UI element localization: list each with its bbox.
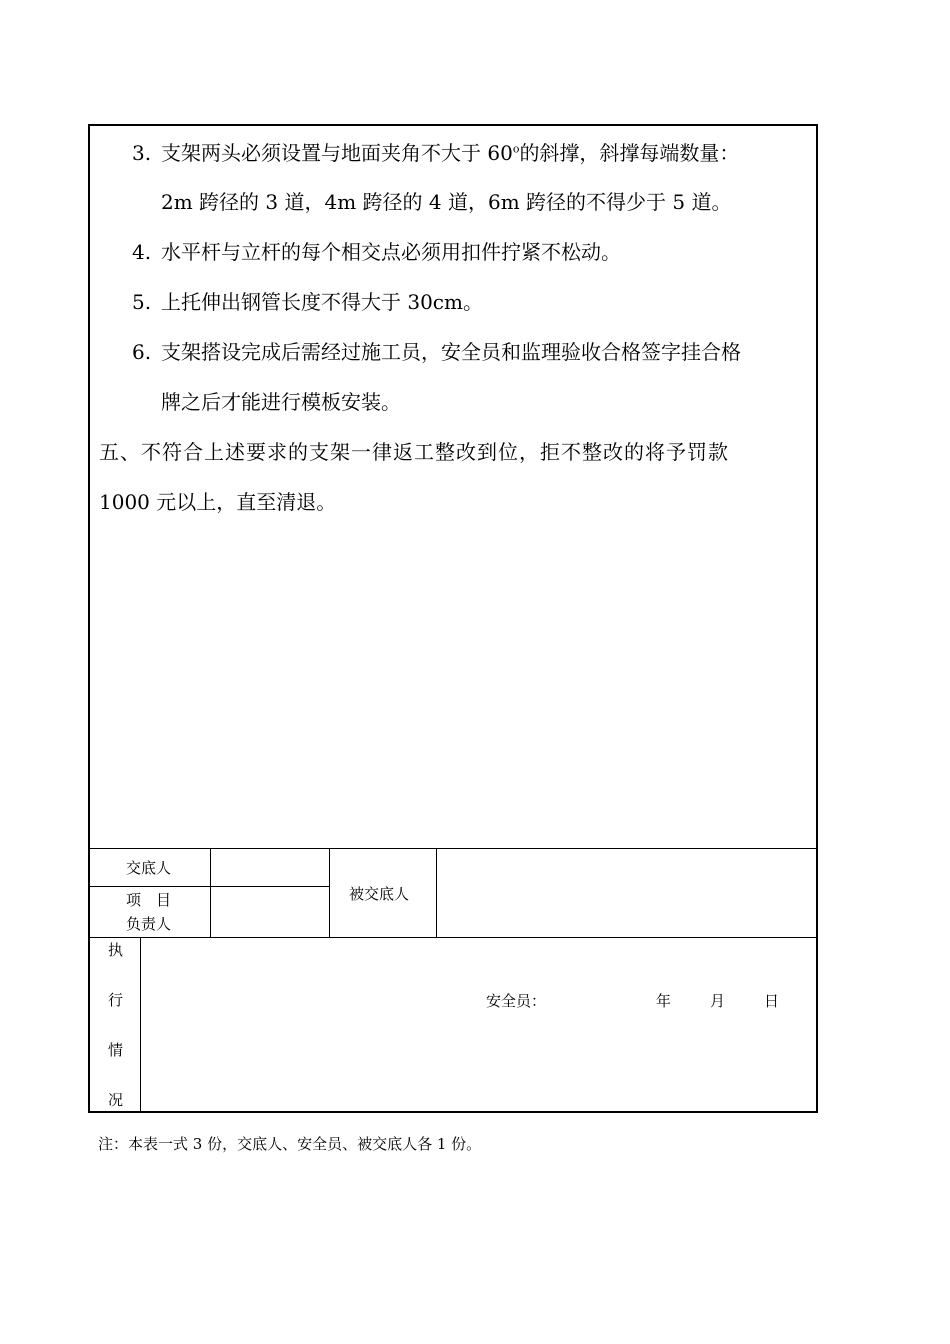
day-label: 日 — [764, 992, 780, 1010]
section-5-line-1: 五、不符合上述要求的支架一律返工整改到位，拒不整改的将予罚款 — [99, 440, 729, 464]
item-6 — [132, 340, 741, 364]
footnote: 注：本表一式 3 份，交底人、安全员、被交底人各 1 份。 — [98, 1135, 482, 1153]
divider-line — [90, 937, 816, 938]
content-area — [90, 126, 816, 848]
item-3 — [132, 141, 739, 165]
item-text: 支架两头必须设置与地面夹角不大于 60 — [161, 141, 513, 165]
degree-mark: o — [512, 142, 520, 156]
item-text: 上托伸出钢管长度不得大于 30cm。 — [161, 290, 483, 314]
item-number: 6. — [132, 340, 152, 364]
divider-line — [140, 937, 141, 1111]
item-4 — [132, 240, 621, 264]
execution-label-char: 况 — [108, 1091, 124, 1109]
divider-line — [436, 848, 437, 937]
item-number: 3. — [132, 141, 152, 165]
divider-line — [210, 848, 211, 937]
item-text: 支架搭设完成后需经过施工员，安全员和监理验收合格签字挂合格 — [161, 340, 741, 364]
project-manager-label-1: 项 目 — [126, 891, 172, 909]
safety-officer-label: 安全员： — [486, 992, 547, 1010]
item-3-continuation: 2m 跨径的 3 道，4m 跨径的 4 道，6m 跨径的不得少于 5 道。 — [161, 190, 732, 214]
discloser-label: 交底人 — [126, 859, 172, 877]
recipient-label: 被交底人 — [349, 885, 410, 903]
project-manager-label-2: 负责人 — [126, 915, 172, 933]
disclosure-form-frame — [88, 124, 818, 1113]
year-label: 年 — [656, 992, 672, 1010]
execution-label-char: 执 — [108, 941, 124, 959]
item-text-end: 的斜撑，斜撑每端数量： — [519, 141, 740, 165]
execution-label-char: 情 — [108, 1041, 124, 1059]
item-number: 4. — [132, 240, 152, 264]
item-5 — [132, 290, 483, 314]
month-label: 月 — [710, 992, 726, 1010]
item-text: 水平杆与立杆的每个相交点必须用扣件拧紧不松动。 — [161, 240, 621, 264]
item-6-continuation: 牌之后才能进行模板安装。 — [161, 390, 401, 414]
divider-line — [90, 848, 816, 849]
section-5-line-2: 1000 元以上，直至清退。 — [99, 490, 337, 514]
execution-label-char: 行 — [108, 991, 124, 1009]
item-number: 5. — [132, 290, 152, 314]
divider-line — [329, 848, 330, 937]
